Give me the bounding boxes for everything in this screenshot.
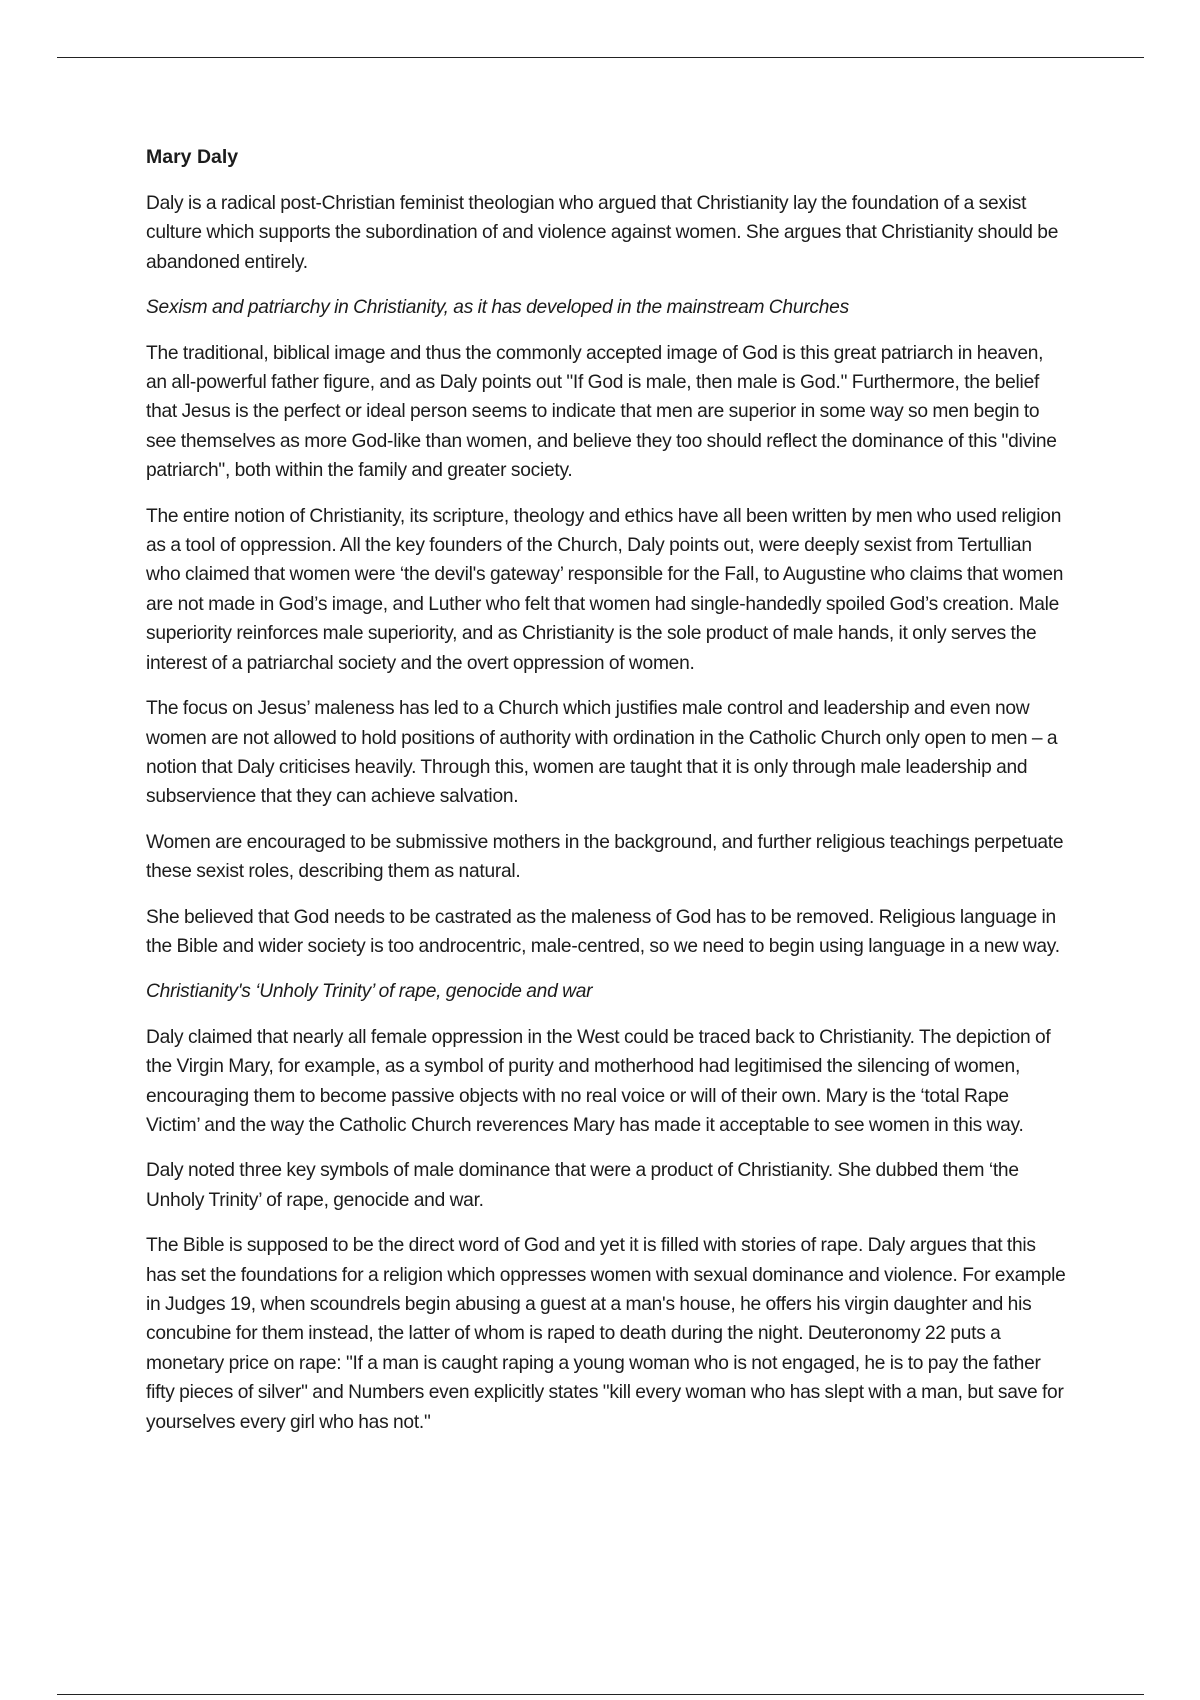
page-bottom-rule (57, 1694, 1144, 1695)
paragraph-submissive-mothers: Women are encouraged to be submissive mothers in the background, and further religious teachings perpetuate these sexist roles, describing them as natural. (146, 831, 1064, 883)
paragraph-founders-of-church: The entire notion of Christianity, its scripture, theology and ethics have all been written by men who used religion as a tool of oppression. All the key founders of the Church, Daly points out, were deeply sexist from Tertullian who claimed that women were ‘the devil's gateway’ responsible for the Fall, to Augustine who claims that women are not made in God’s image, and Luther who felt that women had single-handedly spoiled God’s creation. Male superiority reinforces male superiority, and as Christianity is the sole product of male hands, it only serves the interest of a patriarchal society and the overt oppression of women. (146, 505, 1064, 674)
document-body (146, 143, 1066, 1453)
page-top-rule (57, 57, 1144, 58)
section-heading-unholy-trinity: Christianity's ‘Unholy Trinity’ of rape, genocide and war (146, 981, 593, 1003)
paragraph-bible-rape-stories: The Bible is supposed to be the direct word of God and yet it is filled with stories of rape. Daly argues that this has set the foundations for a religion which oppresses women with sexual dominance and violence. For example in Judges 19, when scoundrels begin abusing a guest at a man's house, he offers his virgin daughter and his concubine for them instead, the latter of whom is raped to death during the night. Deuteronomy 22 puts a monetary price on rape: "If a man is caught raping a young woman who is not engaged, he is to pay the father fifty pieces of silver" and Numbers even explicitly states "kill every woman who has slept with a man, but save for yourselves every girl who has not." (146, 1235, 1066, 1433)
paragraph-religious-language: She believed that God needs to be castrated as the maleness of God has to be removed. Religious language in the Bible and wider society is too androcentric, male-centred, so we need to begin using language in a new way. (146, 906, 1060, 957)
intro-paragraph: Daly is a radical post-Christian feminist theologian who argued that Christianity lay the foundation of a sexist culture which supports the subordination of and violence against women. She argues that Christianity should be abandoned entirely. (146, 193, 1059, 273)
paragraph-three-symbols: Daly noted three key symbols of male dominance that were a product of Christianity. She dubbed them ‘the Unholy Trinity’ of rape, genocide and war. (146, 1160, 1019, 1211)
section-heading-sexism-patriarchy: Sexism and patriarchy in Christianity, as it has developed in the mainstream Churches (146, 297, 849, 319)
document-title: Mary Daly (146, 146, 239, 168)
paragraph-image-of-god: The traditional, biblical image and thus the commonly accepted image of God is this great patriarch in heaven, an all-powerful father figure, and as Daly points out "If God is male, then male is God." Furthermore, the belief that Jesus is the perfect or ideal person seems to indicate that men are superior in some way so men begin to see themselves as more God-like than women, and believe they too should reflect the dominance of this "divine patriarch", both within the family and greater society. (146, 342, 1057, 482)
paragraph-virgin-mary: Daly claimed that nearly all female oppression in the West could be traced back to Christianity. The depiction of the Virgin Mary, for example, as a symbol of purity and motherhood had legitimised the silencing of women, encouraging them to become passive objects with no real voice or will of their own. Mary is the ‘total Rape Victim’ and the way the Catholic Church reverences Mary has made it acceptable to see women in this way. (146, 1026, 1051, 1136)
paragraph-jesus-maleness: The focus on Jesus’ maleness has led to a Church which justifies male control and leadership and even now women are not allowed to hold positions of authority with ordination in the Catholic Church only open to men – a notion that Daly criticises heavily. Through this, women are taught that it is only through male leadership and subservience that they can achieve salvation. (146, 698, 1058, 808)
